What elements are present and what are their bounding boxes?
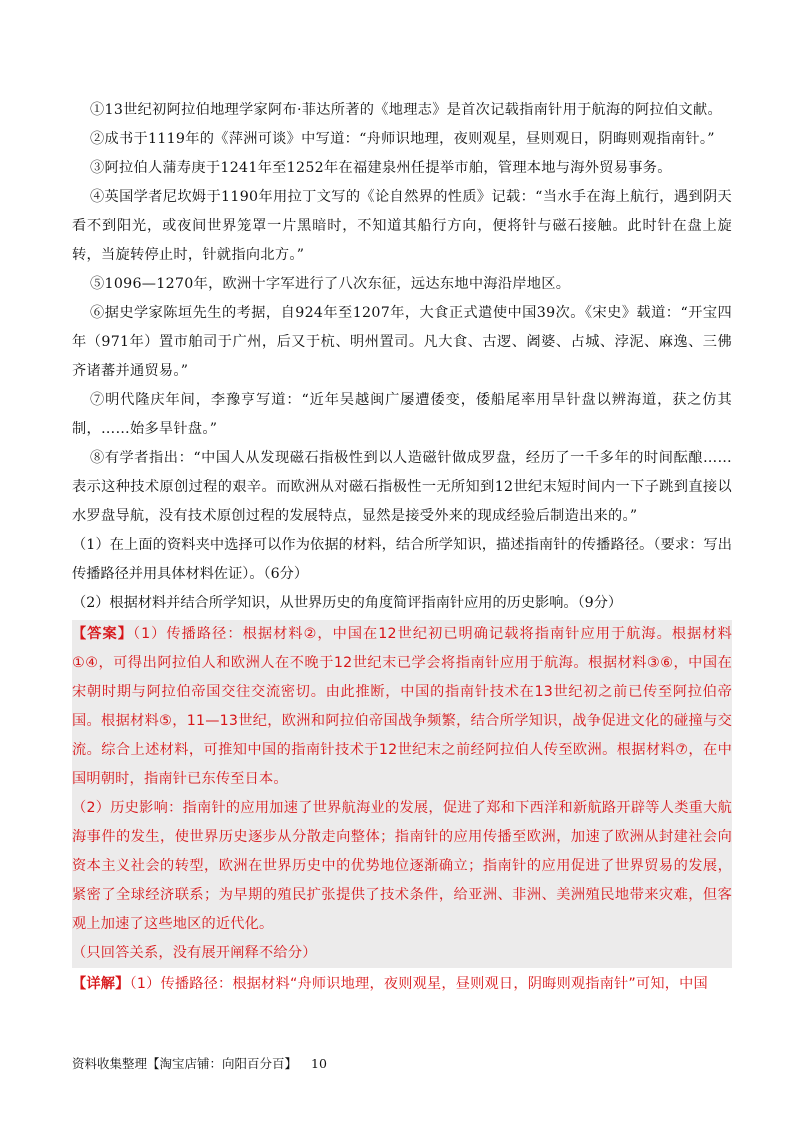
document-body [72,96,732,999]
answer-note: （只回答关系，没有展开阐释不给分） [72,945,317,961]
material-4: ④英国学者尼坎姆于1190年用拉丁文写的《论自然界的性质》记载：“当水手在海上航行，遇到阴天看不到阳光，或夜间世界笼罩一片黑暗时，不知道其船行方向，便将针与磁石接触。此时针在盘上旋转，当旋转停止时，针就指向北方。” [72,189,732,263]
material-6: ⑥据史学家陈垣先生的考据，自924年至1207年，大食正式遣使中国39次。《宋史》载道：“开宝四年（971年）置市舶司于广州，后又于杭、明州置司。凡大食、古逻、阇婆、占城、浡泥、麻逸、三佛齐诸蕃并通贸易。” [72,305,732,379]
material-2: ②成书于1119年的《萍洲可谈》中写道：“舟师识地理，夜则观星，昼则观日，阴晦则观指南针。” [90,131,715,147]
answer-part-1-text: （1）传播路径：根据材料②，中国在12世纪初已明确记载将指南针应用于航海。根据材料①④，可得出阿拉伯人和欧洲人在不晚于12世纪末已学会将指南针应用于航海。根据材料③⑥，中国在宋朝时期与阿拉伯帝国交往交流密切。由此推断，中国的指南针技术在13世纪初之前已传至阿拉伯帝国。根据材料⑤，11—13世纪，欧洲和阿拉伯帝国战争频繁，结合所学知识，战争促进文化的碰撞与交流。综合上述材料，可推知中国的指南针技术于12世纪末之前经阿拉伯人传至欧洲。根据材料⑦，在中国明朝时，指南针已东传至日本。 [72,626,732,787]
material-8: ⑧有学者指出：“中国人从发现磁石指极性到以人造磁针做成罗盘，经历了一千多年的时间酝酿……表示这种技术原创过程的艰辛。而欧洲从对磁石指极性一无所知到12世纪末短时间内一下子跳到直接以水罗盘导航，没有技术原创过程的发展特点，显然是接受外来的现成经验后制造出来的。” [72,450,732,524]
answer-part-1 [72,620,732,794]
footer-source: 资料收集整理【淘宝店铺：向阳百分百】 [72,1056,298,1071]
page-footer [72,1054,327,1072]
answer-part-2: （2）历史影响：指南针的应用加速了世界航海业的发展，促进了郑和下西洋和新航路开辟等人类重大航海事件的发生，使世界历史逐步从分散走向整体；指南针的应用传播至欧洲，加速了欧洲从封建社会向资本主义社会的转型，欧洲在世界历史中的优势地位逐渐确立；指南针的应用促进了世界贸易的发展，紧密了全球经济联系；为早期的殖民扩张提供了技术条件，给亚洲、非洲、美洲殖民地带来灾难，但客观上加速了这些地区的近代化。 [72,800,732,932]
material-7: ⑦明代隆庆年间，李豫亨写道：“近年吴越闽广屡遭倭变，倭船尾率用旱针盘以辨海道，获之仿其制，……始多旱针盘。” [72,392,732,437]
detail-text [72,970,732,999]
detail-section [72,970,732,999]
material-1: ①13世纪初阿拉伯地理学家阿布·菲达所著的《地理志》是首次记载指南针用于航海的阿拉伯文献。 [90,102,722,118]
material-3: ③阿拉伯人蒲寿庚于1241年至1252年在福建泉州任提举市舶，管理本地与海外贸易事务。 [90,160,672,176]
question-1: （1）在上面的资料夹中选择可以作为依据的材料，结合所学知识，描述指南针的传播路径。（要求：写出传播路径并用具体材料佐证）。（6分） [72,537,732,582]
question-2: （2）根据材料并结合所学知识，从世界历史的角度简评指南针应用的历史影响。（9分） [72,595,623,611]
answer-section [72,620,732,968]
answer-tag: 【答案】 [72,626,133,642]
page-number: 10 [311,1056,327,1071]
detail-tag: 【详解】 [72,976,130,992]
detail-body: （1）传播路径：根据材料“舟师识地理，夜则观星，昼则观日，阴晦则观指南针”可知，中国 [129,976,708,992]
material-5: ⑤1096—1270年，欧洲十字军进行了八次东征，远达东地中海沿岸地区。 [90,276,571,292]
